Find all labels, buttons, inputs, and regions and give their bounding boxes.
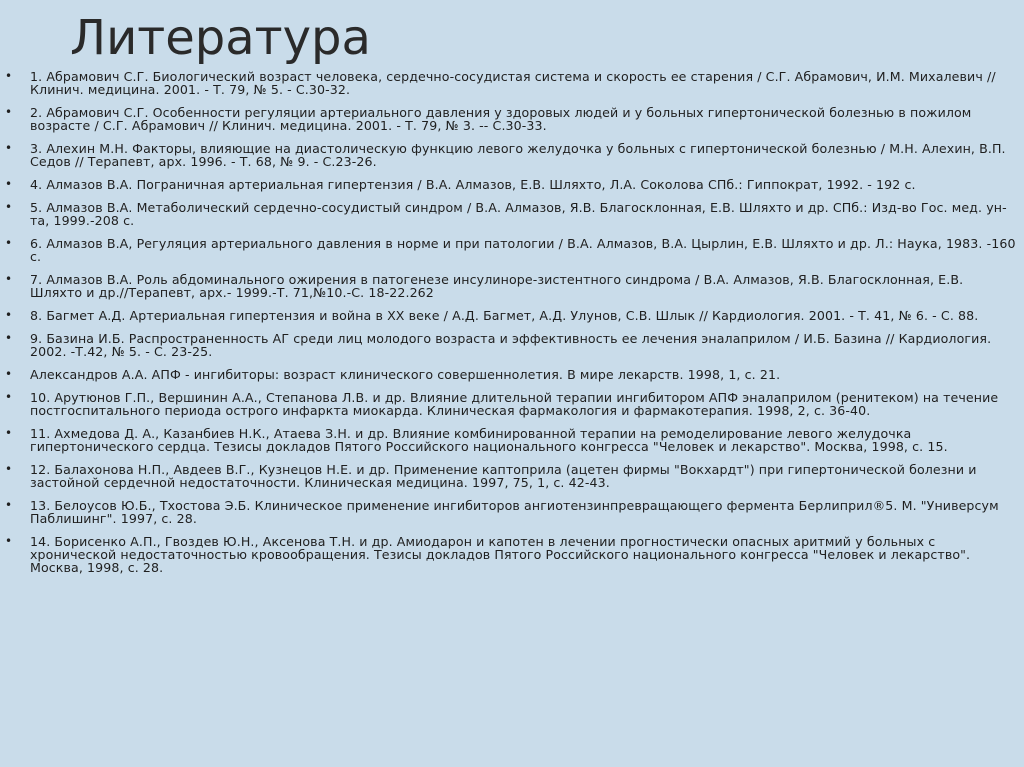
reference-item — [0, 463, 1024, 489]
reference-text: 5. Алмазов В.А. Метаболический сердечно-сосудистый синдром / В.А. Алмазов, Я.В. Благосклонная, Е.В. Шляхто и др. СПб.: Изд-во Гос. мед. ун-та, 1999.-208 с. — [30, 200, 1007, 228]
reference-text: 13. Белоусов Ю.Б., Тхостова Э.Б. Клиническое применение ингибиторов ангиотензинпревращающего фермента Берлиприл®5. М. "Универсум Паблишинг". 1997, с. 28. — [30, 498, 999, 526]
reference-item — [0, 70, 1024, 96]
reference-item — [0, 535, 1024, 574]
reference-text: 14. Борисенко А.П., Гвоздев Ю.Н., Аксенова Т.Н. и др. Амиодарон и капотен в лечении прогностически опасных аритмий у больных с хронической недостаточностью кровообращения. Тезисы докладов Пятого Российского национального конгресса "Человек и лекарство". Москва, 1998, с. 28. — [30, 534, 971, 575]
bullet-icon: • — [5, 331, 13, 345]
reference-item — [0, 178, 1024, 191]
bullet-icon: • — [5, 462, 13, 476]
page-title: Литература — [70, 10, 371, 66]
bullet-icon: • — [5, 498, 13, 512]
reference-text: 2. Абрамович С.Г. Особенности регуляции артериального давления у здоровых людей и у больных гипертонической болезнью в пожилом возрасте / С.Г. Абрамович // Клинич. медицина. 2001. - Т. 79, № 3. -- С.30-33. — [30, 105, 972, 133]
reference-item — [0, 273, 1024, 299]
reference-text: 9. Базина И.Б. Распространенность АГ среди лиц молодого возраста и эффективность ее лечения эналаприлом / И.Б. Базина // Кардиология. 2002. -Т.42, № 5. - С. 23-25. — [30, 331, 992, 359]
reference-item — [0, 332, 1024, 358]
reference-text: 3. Алехин М.Н. Факторы, влияющие на диастолическую функцию левого желудочка у больных с гипертонической болезнью / М.Н. Алехин, В.П. Седов // Терапевт, арх. 1996. - Т. 68, № 9. - С.23-26. — [30, 141, 1006, 169]
reference-item — [0, 391, 1024, 417]
bullet-icon: • — [5, 308, 13, 322]
bullet-icon: • — [5, 534, 13, 548]
reference-item — [0, 427, 1024, 453]
reference-text: 12. Балахонова Н.П., Авдеев В.Г., Кузнецов Н.Е. и др. Применение каптоприла (ацетен фирмы "Вокхардт") при гипертонической болезни и застойной сердечной недостаточности. Клиническая медицина. 1997, 75, 1, с. 42-43. — [30, 462, 977, 490]
reference-item — [0, 368, 1024, 381]
reference-text: 6. Алмазов В.А, Регуляция артериального давления в норме и при патологии / В.А. Алмазов, В.А. Цырлин, Е.В. Шляхто и др. Л.: Наука, 1983. -160 с. — [30, 236, 1016, 264]
bullet-icon: • — [5, 272, 13, 286]
reference-item — [0, 237, 1024, 263]
reference-text: 4. Алмазов В.А. Пограничная артериальная гипертензия / В.А. Алмазов, Е.В. Шляхто, Л.А. Соколова СПб.: Гиппократ, 1992. - 192 с. — [30, 177, 916, 192]
reference-text: 10. Арутюнов Г.П., Вершинин А.А., Степанова Л.В. и др. Влияние длительной терапии ингибитором АПФ эналаприлом (ренитеком) на течение постгоспитального периода острого инфаркта миокарда. Клиническая фармакология и фармакотерапия. 1998, 2, с. 36-40. — [30, 390, 999, 418]
reference-text: 1. Абрамович С.Г. Биологический возраст человека, сердечно-сосудистая система и скорость ее старения / С.Г. Абрамович, И.М. Михалевич // Клинич. медицина. 2001. - Т. 79, № 5. - С.30-32. — [30, 69, 996, 97]
reference-item — [0, 106, 1024, 132]
reference-item — [0, 499, 1024, 525]
bullet-icon: • — [5, 177, 13, 191]
reference-text: Александров А.А. АПФ - ингибиторы: возраст клинического совершеннолетия. В мире лекарств. 1998, 1, с. 21. — [30, 367, 781, 382]
bullet-icon: • — [5, 69, 13, 83]
reference-item — [0, 201, 1024, 227]
bullet-icon: • — [5, 390, 13, 404]
bullet-icon: • — [5, 105, 13, 119]
bullet-icon: • — [5, 141, 13, 155]
bullet-icon: • — [5, 236, 13, 250]
bullet-icon: • — [5, 367, 13, 381]
bullet-icon: • — [5, 200, 13, 214]
reference-text: 7. Алмазов В.А. Роль абдоминального ожирения в патогенезе инсулиноре-зистентного синдрома / В.А. Алмазов, Я.В. Благосклонная, Е.В. Шляхто и др.//Терапевт, арх.- 1999.-Т. 71,№10.-С. 18-22.262 — [30, 272, 964, 300]
reference-item — [0, 142, 1024, 168]
reference-text: 8. Багмет А.Д. Артериальная гипертензия и война в XX веке / А.Д. Багмет, А.Д. Улунов, С.В. Шлык // Кардиология. 2001. - Т. 41, № 6. - С. 88. — [30, 308, 979, 323]
reference-item — [0, 309, 1024, 322]
reference-text: 11. Ахмедова Д. А., Казанбиев Н.К., Атаева З.Н. и др. Влияние комбинированной терапии на ремоделирование левого желудочка гипертонического сердца. Тезисы докладов Пятого Российского национального конгресса "Человек и лекарство". Москва, 1998, с. 15. — [30, 426, 948, 454]
reference-list — [0, 70, 1024, 584]
bullet-icon: • — [5, 426, 13, 440]
